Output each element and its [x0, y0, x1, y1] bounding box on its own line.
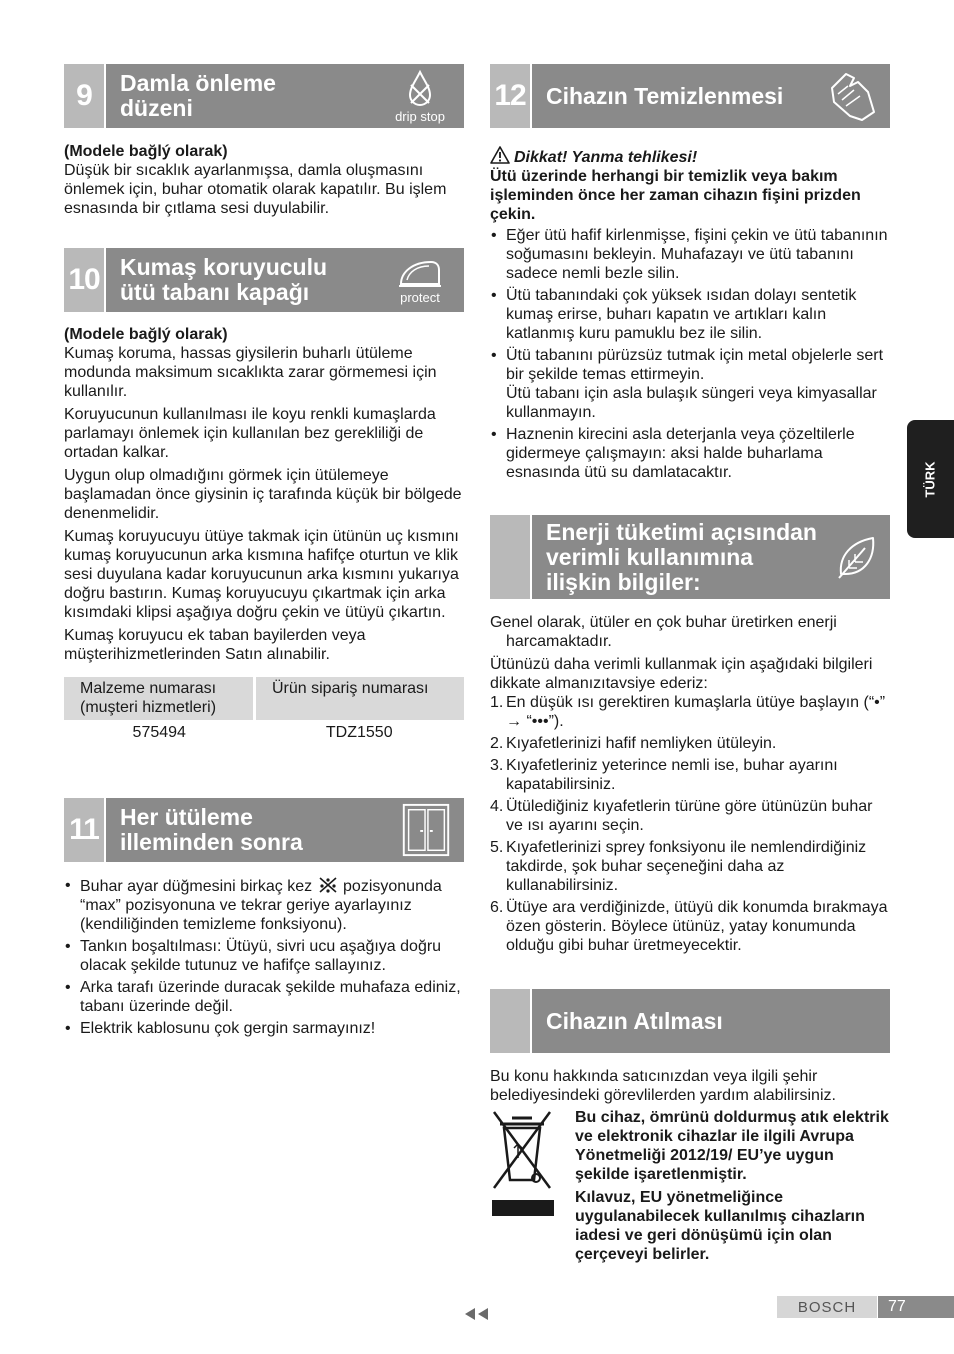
weee-bin-icon — [490, 1108, 575, 1264]
warning-text: Ütü üzerinde herhangi bir temizlik veya bakım işleminden önce her zaman cihazın fişini prizden çekin. — [490, 168, 861, 223]
table-cell: 575494 — [132, 724, 186, 741]
item-text: Ütülediğiniz kıyafetlerin türüne göre ütünüzün buhar ve ısı ayarını seçin. — [506, 798, 873, 834]
section-10-header — [64, 248, 464, 312]
section-9-header — [64, 64, 464, 128]
iron-protect-icon — [384, 252, 456, 308]
item-text: Ütüye ara verdiğinizde, ütüyü dik konumda bırakmaya özen gösterin. Böylece ütünüz, yatay konumunda olduğu gibi buhar üretmeyecektir. — [506, 899, 888, 954]
list-item — [490, 797, 890, 835]
section-number: 11 — [64, 798, 106, 862]
paragraph: Ütünüzü daha verimli kullanmak için aşağıdaki bilgileri dikkate almanızıtavsiye ederiz: — [490, 656, 873, 692]
wardrobe-icon — [396, 802, 456, 858]
section-title: Cihazın Temizlenmesi — [546, 82, 784, 109]
list-item — [490, 734, 890, 753]
hand-cleaning-icon — [822, 68, 882, 124]
leaf-icon — [832, 519, 882, 595]
section-title: Kumaş koruyuculu ütü tabanı kapağı — [120, 254, 328, 305]
list-item: • Tankın boşaltılması: Ütüyü, sivri ucu aşağıya doğru olacak şekilde tutunuz ve hafifçe sallayınız. — [64, 937, 464, 975]
item-text: Kıyafetleriniz yeterince nemli ise, buhar ayarını kapatabilirsiniz. — [506, 757, 838, 793]
paragraph: Kumaş koruyucu ek taban bayilerden veya müşterihizmetlerinden Satın alınabilir. — [64, 627, 366, 663]
warning-icon — [490, 146, 510, 164]
list-item: • Eğer ütü hafif kirlenmişse, fişini çekin ve ütü tabanının soğumasını bekleyin. Muhafazayı ve ütü tabanını sadece nemli bezle silin. — [490, 226, 890, 283]
drip-stop-icon — [384, 68, 456, 124]
list-item: • Haznenin kirecini asla deterjanla veya çözeltilerle gidermeye çalışmayın: aksi halde buharlama esnasında ütü su damlatacaktır. — [490, 425, 890, 482]
table-cell: TDZ1550 — [325, 724, 393, 741]
section-11-body — [64, 876, 464, 1041]
list-item — [490, 898, 890, 955]
item-text: En düşük ısı gerektiren kumaşlarla ütüye başlayın (“•” → “•••”). — [506, 694, 886, 730]
paragraph: Kumaş koruyucuyu ütüye takmak için ütünün uç kısmını kumaş koruyucunun arka kısmına hafifçe oturtun ve klik sesi duyulana kadar koruyucunun arka kısmını yukarıya doğru bastırın. Kumaş koruyucuyu çıkartmak için arka kısımdaki klipsi aşağıya doğru çekin ve ütüyü çıkartın. — [64, 528, 459, 621]
table-header: Malzeme numarası (muşteri hizmetleri) — [64, 677, 255, 720]
language-tab: TÜRK — [907, 420, 954, 538]
list-item: • Ütü tabanındaki çok yüksek ısıdan dolayı sentetik kumaş erirse, buharı kapatın ve artıkları kalın katlanmış kuru pamuklu bez ile silin. — [490, 286, 890, 343]
model-note: (Modele bağlý olarak) — [64, 143, 228, 160]
table-header: Ürün sipariş numarası — [255, 677, 465, 720]
section-12-header — [490, 64, 890, 128]
model-note: (Modele bağlý olarak) — [64, 326, 228, 343]
icon-caption: drip stop — [395, 108, 445, 124]
energy-body — [490, 613, 890, 958]
item-text: Kıyafetlerinizi hafif nemliyken ütüleyin. — [506, 735, 777, 752]
section-12-body — [490, 146, 890, 485]
list-item: • Buhar ayar düğmesini birkaç kez pozisyonunda “max” pozisyonuna ve tekrar geriye ayarlayınız (kendiliğinden temizleme fonksiyonu). — [64, 876, 464, 934]
paragraph: Kılavuz, EU yönetmeliğince uygulanabilecek kullanılmış cihazların iadesi ve geri dönüşümü için olan çerçeveyi belirler. — [575, 1189, 865, 1263]
calc-clean-icon — [317, 876, 339, 894]
section-11-header — [64, 798, 464, 862]
paragraph: Düşük bir sıcaklık ayarlanmışsa, damla oluşmasını önlemek için, buhar otomatik olarak kapatılır. Bu işlem esnasında bir çıtlama sesi duyulabilir. — [64, 162, 447, 217]
list-item: • Arka tarafı üzerinde duracak şekilde muhafaza ediniz, tabanı üzerinde değil. — [64, 978, 464, 1016]
parts-table — [64, 677, 464, 745]
section-9-body — [64, 142, 464, 218]
item-number: 3. — [490, 757, 504, 774]
item-number: 1. — [490, 694, 504, 711]
section-title: Damla önleme düzeni — [120, 70, 276, 121]
paragraph: Koruyucunun kullanılması ile koyu renkli kumaşlarda parlamayı önlemek için kullanılan bez gerekliliği de ortadan kalkar. — [64, 406, 436, 461]
icon-caption: protect — [400, 289, 440, 305]
table-row — [64, 720, 464, 745]
section-number: 9 — [64, 64, 106, 128]
energy-header — [490, 515, 890, 599]
item-number: 4. — [490, 798, 504, 815]
warning-title: Dikkat! Yanma tehlikesi! — [490, 146, 890, 167]
energy-tips-list — [490, 693, 890, 955]
paragraph: Genel olarak, ütüler en çok buhar üretirken enerji harcamaktadır. — [490, 614, 837, 650]
paragraph: Bu konu hakkında satıcınızdan veya ilgili şehir belediyesindeki görevlilerden yardım alabilirsiniz. — [490, 1068, 836, 1104]
item-number: 6. — [490, 899, 504, 916]
brand-label: BOSCH — [777, 1296, 877, 1318]
paragraph: Bu cihaz, ömrünü doldurmuş atık elektrik ve elektronik cihazlar ile ilgili Avrupa Yönetmeliği 2012/19/ EU’ye uygun şekilde işaretlenmiştir. — [575, 1109, 889, 1183]
disposal-header — [490, 989, 890, 1053]
section-title: Cihazın Atılması — [546, 1007, 723, 1034]
page-number: 77 — [878, 1296, 954, 1318]
section-10-body — [64, 325, 464, 745]
section-number: 10 — [64, 248, 106, 312]
list-item: • Elektrik kablosunu çok gergin sarmayınız! — [64, 1019, 464, 1038]
section-title: Enerji tüketimi açısından verimli kullanımına ilişkin bilgiler: — [546, 518, 817, 595]
item-text: Kıyafetlerinizi sprey fonksiyonu ile nemlendirdiğiniz takdirde, şok buhar seçeneğini daha az kullanabilirsiniz. — [506, 839, 867, 894]
paragraph: Uygun olup olmadığını görmek için ütülemeye başlamadan önce giysinin iç tarafında küçük bir bölgede denenmelidir. — [64, 467, 462, 522]
item-number: 5. — [490, 839, 504, 856]
list-item: • Ütü tabanını pürüzsüz tutmak için metal objelerle sert bir şekilde temas ettirmeyin. Ütü tabanı için asla bulaşık süngeri veya kimyasallar kullanmayın. — [490, 346, 890, 422]
paragraph: Kumaş koruma, hassas giysilerin buharlı ütüleme modunda maksimum sıcaklıkta zarar görmemesi için kullanılır. — [64, 345, 437, 400]
item-number: 2. — [490, 735, 504, 752]
section-title: Her ütüleme illeminden sonra — [120, 804, 303, 855]
list-item — [490, 756, 890, 794]
back-arrows-icon — [463, 1307, 491, 1326]
disposal-body — [490, 1067, 890, 1264]
list-item — [490, 693, 890, 731]
list-item — [490, 838, 890, 895]
section-number: 12 — [490, 64, 532, 128]
